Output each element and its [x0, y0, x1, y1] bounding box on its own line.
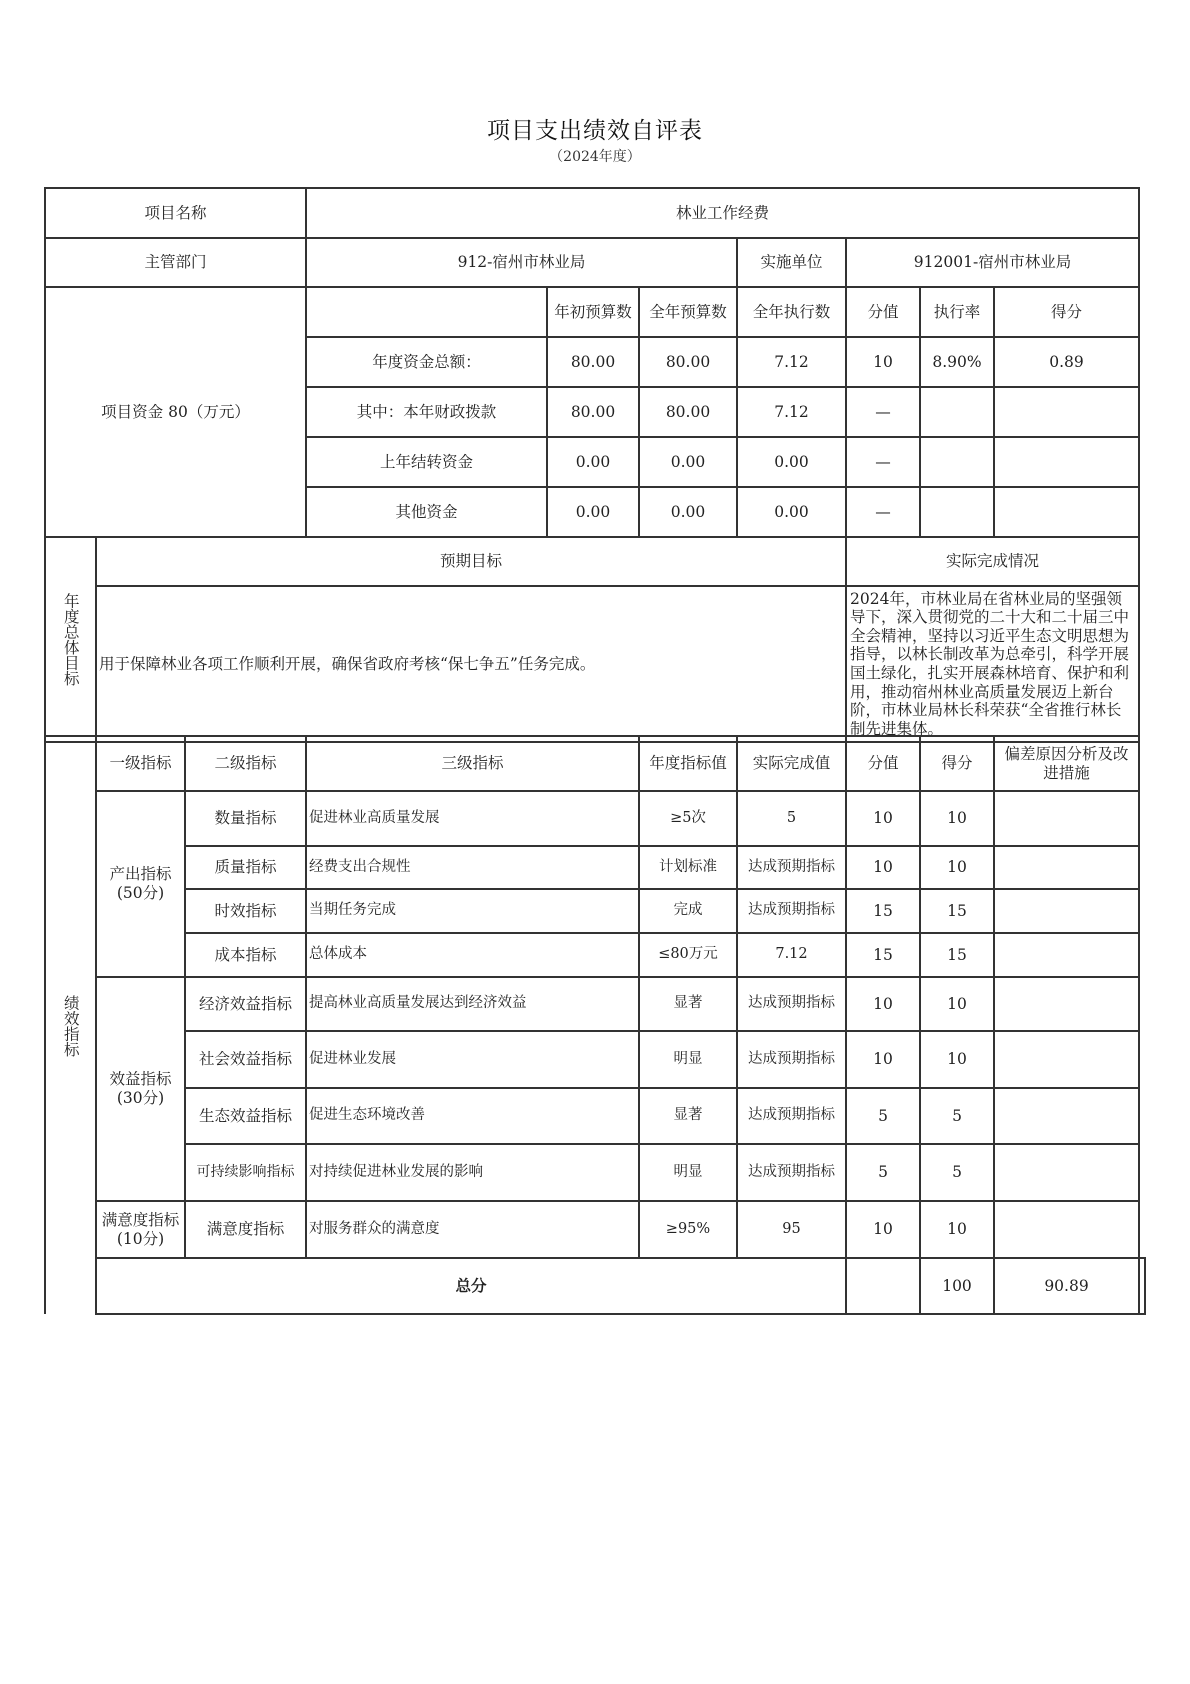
indicators-table [44, 735, 1146, 1315]
target: 计划标准 [639, 846, 737, 889]
target: 显著 [639, 1088, 737, 1144]
actual: 达成预期指标 [737, 846, 846, 889]
funds-row-rate [920, 387, 994, 437]
actual-completion-header: 实际完成情况 [846, 537, 1139, 586]
indicators-side-label: 绩效指标 [45, 736, 96, 1314]
actual: 达成预期指标 [737, 889, 846, 933]
funds-row-rate: 8.90% [920, 337, 994, 387]
indicator-row [45, 1088, 1145, 1144]
level3: 促进林业发展 [306, 1031, 639, 1088]
expected-goal-text: 用于保障林业各项工作顺利开展，确保省政府考核“保七争五”任务完成。 [96, 586, 846, 742]
score: 5 [920, 1088, 994, 1144]
score-value: 15 [846, 933, 920, 977]
level3: 促进林业高质量发展 [306, 791, 639, 846]
funds-row-initial: 80.00 [547, 337, 639, 387]
funds-label: 项目资金 80（万元） [45, 287, 306, 537]
funds-row-initial: 80.00 [547, 387, 639, 437]
level2: 时效指标 [185, 889, 306, 933]
level2: 可持续影响指标 [185, 1144, 306, 1201]
indicator-row [45, 933, 1145, 977]
score: 10 [920, 846, 994, 889]
funds-row-score-value: 10 [846, 337, 920, 387]
funds-col-rate: 执行率 [920, 287, 994, 337]
score-value: 10 [846, 977, 920, 1031]
score-value: 10 [846, 791, 920, 846]
page-title: 项目支出绩效自评表 [487, 118, 703, 144]
funds-col-initial: 年初预算数 [547, 287, 639, 337]
funds-col-annual: 全年预算数 [639, 287, 737, 337]
level3: 对持续促进林业发展的影响 [306, 1144, 639, 1201]
score-value: 5 [846, 1088, 920, 1144]
indicator-row [45, 846, 1145, 889]
project-name-row [45, 188, 1139, 238]
level1-benefit: 效益指标(30分) [96, 977, 185, 1201]
funds-row-annual: 80.00 [639, 387, 737, 437]
funds-row-name: 上年结转资金 [306, 437, 547, 487]
funds-header-row [45, 287, 1139, 337]
funds-row-name: 其他资金 [306, 487, 547, 537]
total-remark [1139, 1258, 1145, 1314]
actual: 达成预期指标 [737, 1088, 846, 1144]
funds-row-score: 0.89 [994, 337, 1139, 387]
impl-label: 实施单位 [737, 238, 846, 287]
funds-row-name: 年度资金总额： [306, 337, 547, 387]
score-value: 10 [846, 1201, 920, 1258]
score: 10 [920, 1031, 994, 1088]
funds-col-score: 得分 [994, 287, 1139, 337]
level1-satisfaction: 满意度指标(10分) [96, 1201, 185, 1258]
remark [994, 1031, 1139, 1088]
department-row [45, 238, 1139, 287]
remark [994, 933, 1139, 977]
score: 10 [920, 791, 994, 846]
goals-header-row [45, 537, 1139, 586]
target: 显著 [639, 977, 737, 1031]
actual-completion-text: 2024年，市林业局在省林业局的坚强领导下，深入贯彻党的二十大和二十届三中全会精神，坚持以习近平生态文明思想为指导，以林长制改革为总牵引，科学开展国土绿化，扎实开展森林培育、保护和利用，推动宿州林业高质量发展迈上新台阶，市林业局林长科荣获“全省推行林长制先进集体。 [846, 586, 1139, 742]
level3: 经费支出合规性 [306, 846, 639, 889]
score: 15 [920, 889, 994, 933]
target: ≤80万元 [639, 933, 737, 977]
funds-row-executed: 0.00 [737, 487, 846, 537]
actual: 95 [737, 1201, 846, 1258]
funds-row-executed: 7.12 [737, 387, 846, 437]
funds-row-initial: 0.00 [547, 437, 639, 487]
funds-row-initial: 0.00 [547, 487, 639, 537]
funds-col-executed: 全年执行数 [737, 287, 846, 337]
actual: 5 [737, 791, 846, 846]
remark [994, 791, 1139, 846]
col-target: 年度指标值 [639, 736, 737, 791]
funds-row-annual: 80.00 [639, 337, 737, 387]
funds-row-executed: 0.00 [737, 437, 846, 487]
target: ≥5次 [639, 791, 737, 846]
funds-row-score-value: — [846, 387, 920, 437]
target: 明显 [639, 1031, 737, 1088]
indicator-row [45, 889, 1145, 933]
level3: 提高林业高质量发展达到经济效益 [306, 977, 639, 1031]
level3: 总体成本 [306, 933, 639, 977]
goals-side-label: 年度总体目标 [45, 537, 96, 742]
level2: 满意度指标 [185, 1201, 306, 1258]
project-name-label: 项目名称 [45, 188, 306, 238]
level3: 当期任务完成 [306, 889, 639, 933]
score: 10 [920, 977, 994, 1031]
col-actual: 实际完成值 [737, 736, 846, 791]
score-value: 15 [846, 889, 920, 933]
target: 明显 [639, 1144, 737, 1201]
remark [994, 889, 1139, 933]
col-score-value: 分值 [846, 736, 920, 791]
total-score: 90.89 [994, 1258, 1139, 1314]
col-level2: 二级指标 [185, 736, 306, 791]
level3: 促进生态环境改善 [306, 1088, 639, 1144]
funds-row-score [994, 437, 1139, 487]
col-level3: 三级指标 [306, 736, 639, 791]
dept-label: 主管部门 [45, 238, 306, 287]
funds-row-executed: 7.12 [737, 337, 846, 387]
remark [994, 1088, 1139, 1144]
score-value: 10 [846, 1031, 920, 1088]
funds-row-score [994, 487, 1139, 537]
info-funds-goals-table [44, 187, 1140, 743]
funds-row-rate [920, 487, 994, 537]
actual: 达成预期指标 [737, 1144, 846, 1201]
score: 10 [920, 1201, 994, 1258]
target: 完成 [639, 889, 737, 933]
total-label: 总分 [96, 1258, 846, 1314]
total-score-value: 100 [920, 1258, 994, 1314]
col-score: 得分 [920, 736, 994, 791]
score: 5 [920, 1144, 994, 1201]
goals-content-row [45, 586, 1139, 742]
remark [994, 977, 1139, 1031]
indicators-header-row [45, 736, 1145, 791]
level2: 经济效益指标 [185, 977, 306, 1031]
level2: 生态效益指标 [185, 1088, 306, 1144]
funds-row-rate [920, 437, 994, 487]
score-value: 5 [846, 1144, 920, 1201]
impl-value: 912001-宿州市林业局 [846, 238, 1139, 287]
level2: 社会效益指标 [185, 1031, 306, 1088]
funds-header-blank [306, 287, 547, 337]
remark [994, 846, 1139, 889]
funds-row-score [994, 387, 1139, 437]
project-name-value: 林业工作经费 [306, 188, 1139, 238]
actual: 达成预期指标 [737, 977, 846, 1031]
funds-row-annual: 0.00 [639, 487, 737, 537]
funds-row-score-value: — [846, 437, 920, 487]
funds-col-score-value: 分值 [846, 287, 920, 337]
actual: 7.12 [737, 933, 846, 977]
funds-row-annual: 0.00 [639, 437, 737, 487]
page-subtitle: （2024年度） [549, 149, 641, 165]
actual: 达成预期指标 [737, 1031, 846, 1088]
score: 15 [920, 933, 994, 977]
remark [994, 1144, 1139, 1201]
indicator-row [45, 977, 1145, 1031]
total-actual [846, 1258, 920, 1314]
col-remark: 偏差原因分析及改进措施 [994, 736, 1139, 791]
indicator-row [45, 1031, 1145, 1088]
target: ≥95% [639, 1201, 737, 1258]
score-value: 10 [846, 846, 920, 889]
level1-output: 产出指标(50分) [96, 791, 185, 977]
level2: 数量指标 [185, 791, 306, 846]
remark [994, 1201, 1139, 1258]
level2: 成本指标 [185, 933, 306, 977]
level2: 质量指标 [185, 846, 306, 889]
col-level1: 一级指标 [96, 736, 185, 791]
total-row [45, 1258, 1145, 1314]
indicator-row [45, 1201, 1145, 1258]
funds-row-name: 其中：本年财政拨款 [306, 387, 547, 437]
expected-goal-header: 预期目标 [96, 537, 846, 586]
funds-row-score-value: — [846, 487, 920, 537]
level3: 对服务群众的满意度 [306, 1201, 639, 1258]
indicator-row [45, 791, 1145, 846]
dept-value: 912-宿州市林业局 [306, 238, 737, 287]
indicator-row [45, 1144, 1145, 1201]
